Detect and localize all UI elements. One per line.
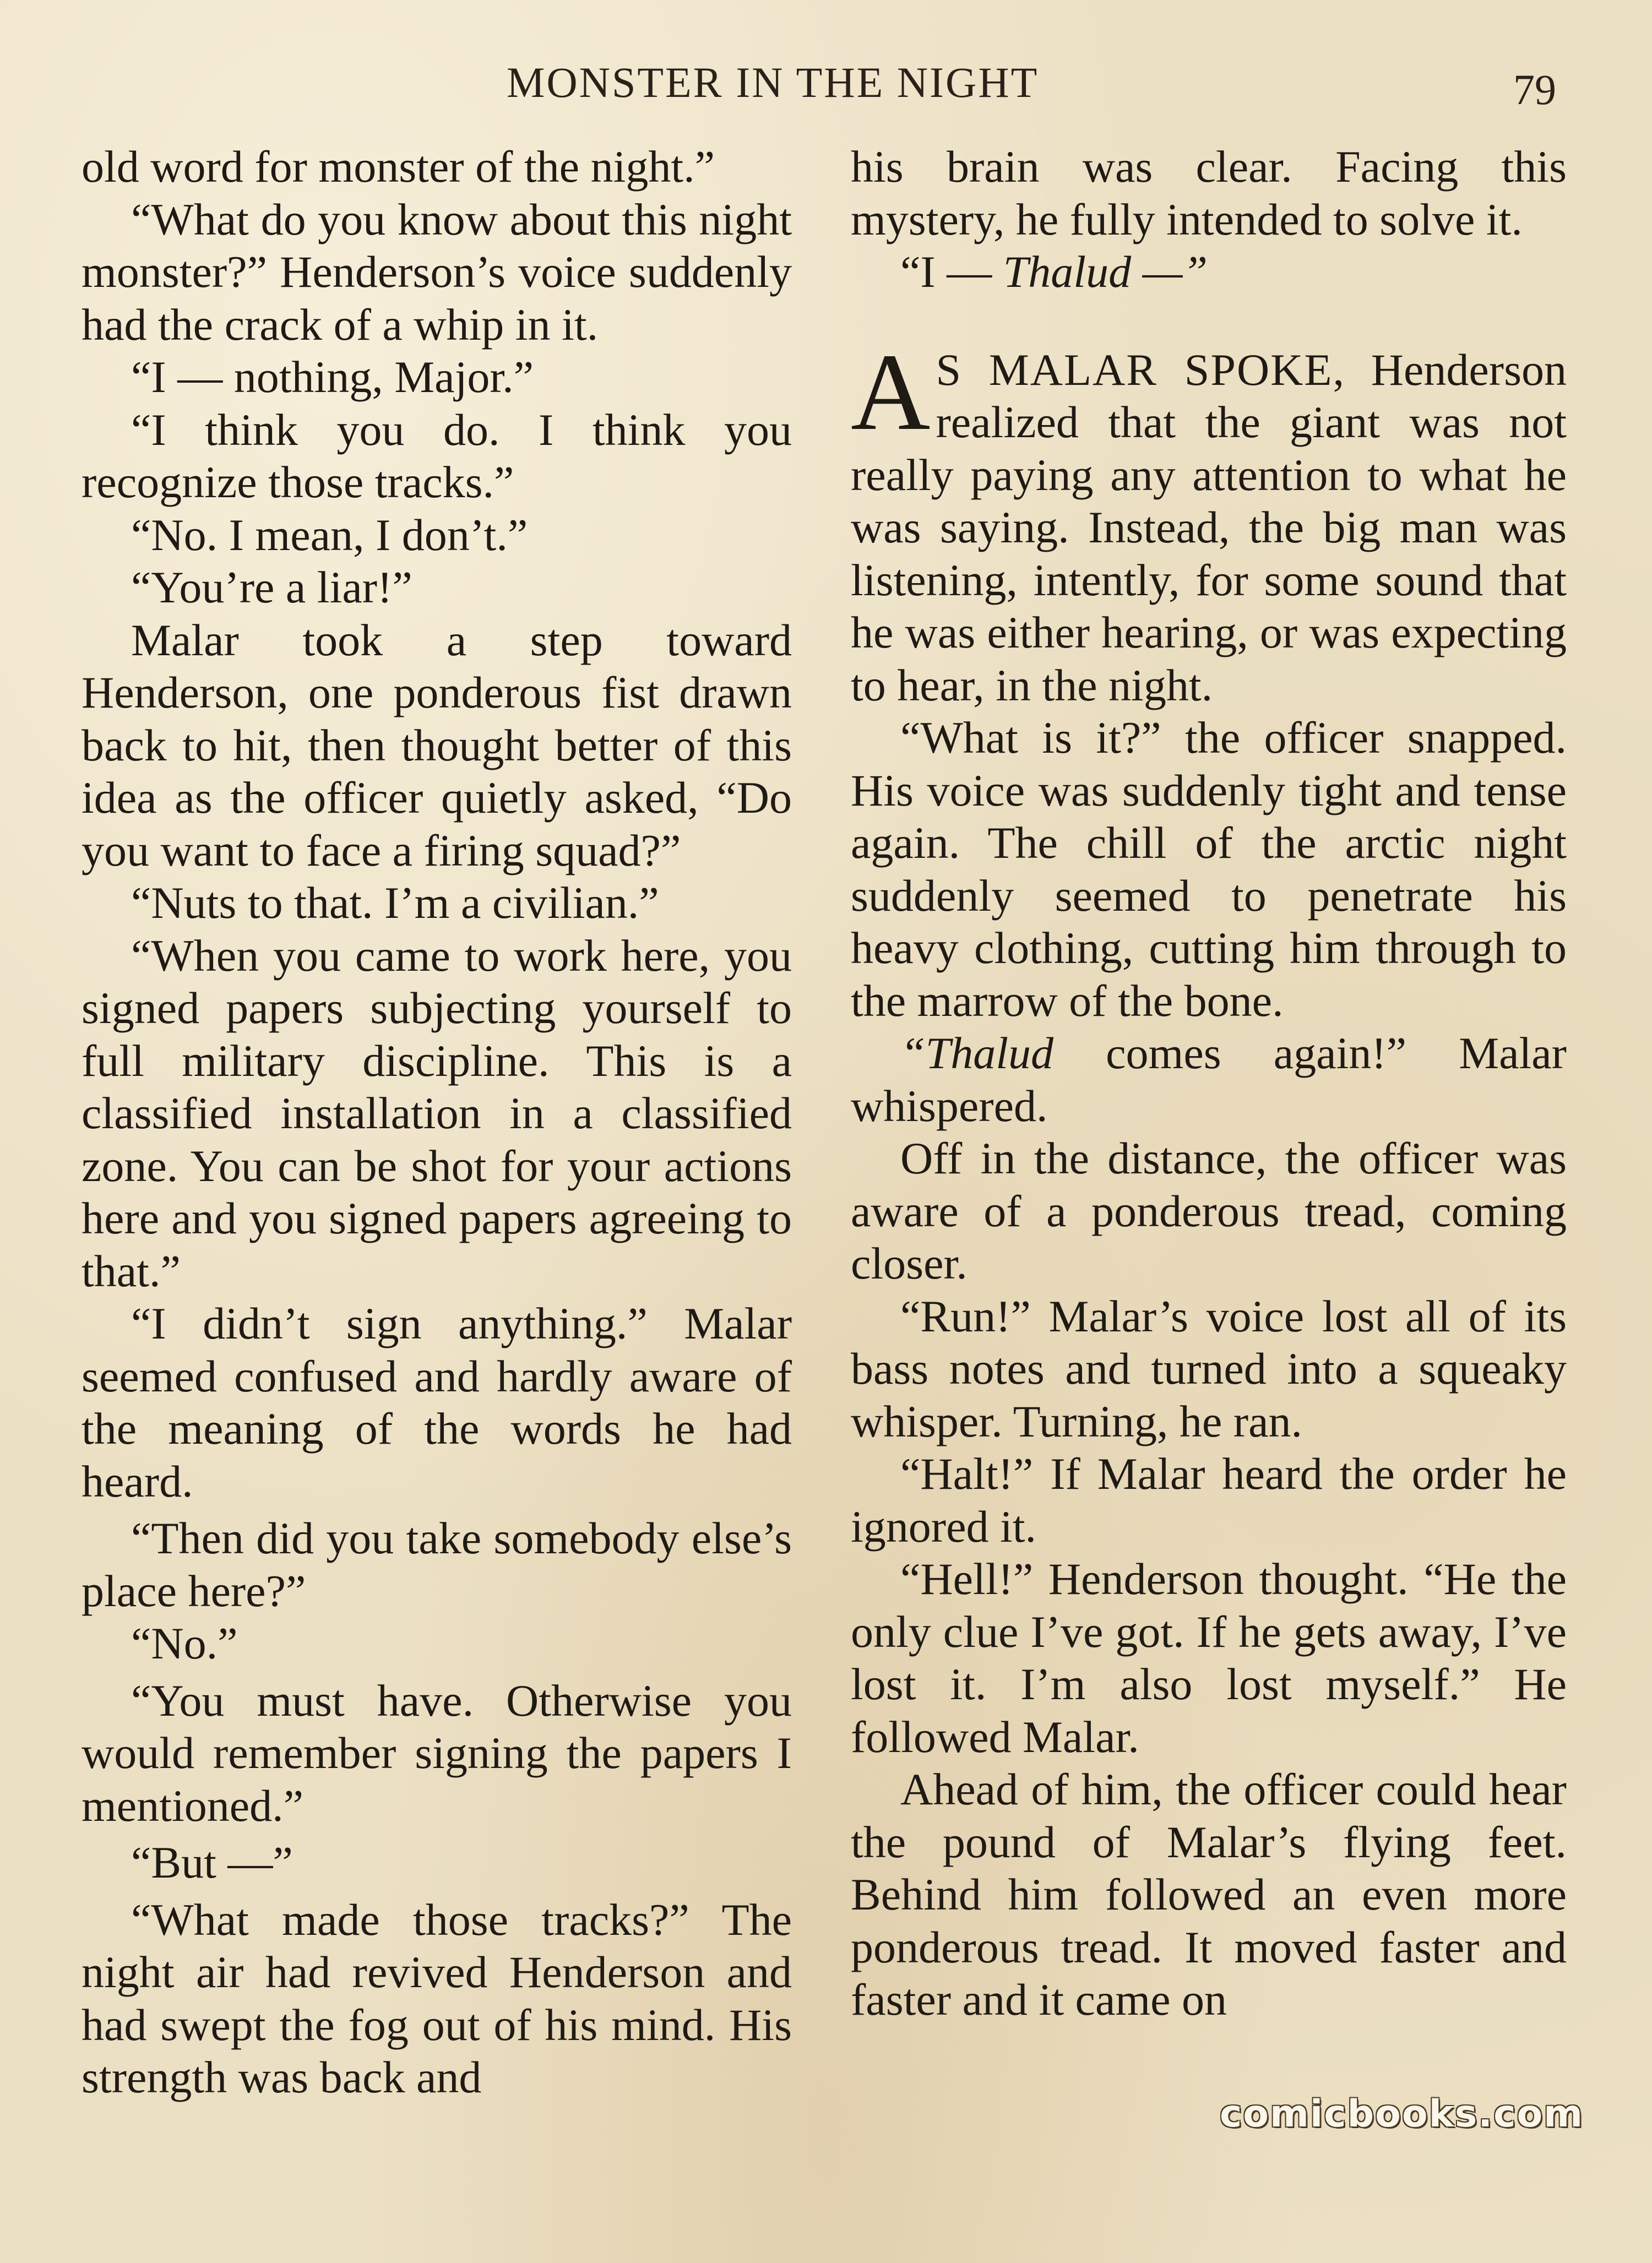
paragraph: “What do you know about this night monster?” Henderson’s voice suddenly had the crack of a whip in it.: [81, 194, 792, 350]
running-title: MONSTER IN THE NIGHT: [507, 58, 1039, 106]
paragraph: “What is it?” the officer snapped. His voice was suddenly tight and tense again. The chill of the arctic night suddenly seemed to penetrate his heavy clothing, cutting him through to the marrow of the bone.: [851, 712, 1567, 1026]
paragraph: Off in the distance, the officer was aware of a ponderous tread, coming closer.: [851, 1133, 1567, 1288]
paragraph: “Run!” Malar’s voice lost all of its bass notes and turned into a squeaky whisper. Turning, he ran.: [851, 1291, 1567, 1446]
paragraph: “I didn’t sign anything.” Malar seemed confused and hardly aware of the meaning of the words he had heard.: [81, 1298, 792, 1506]
section-opening-paragraph: [851, 331, 1567, 712]
paragraph: [851, 1027, 1567, 1132]
right-column: [851, 140, 1567, 2026]
paragraph: “You’re a liar!”: [131, 562, 412, 612]
italic-name: “Thalud: [900, 1028, 1053, 1078]
paragraph: “Then did you take somebody else’s place here?”: [81, 1513, 792, 1616]
paragraph-text: Henderson realized that the giant was not really paying any attention to what he was saying. Instead, the big man was listening, intently, for some sound that he was either hearing, or was expecting to hear, in the night.: [851, 344, 1567, 710]
dialogue-text: “I —: [900, 247, 1003, 297]
paragraph: his brain was clear. Facing this mystery, he fully intended to solve it.: [851, 142, 1567, 244]
paragraph: old word for monster of the night.”: [81, 142, 715, 192]
paragraph: “You must have. Otherwise you would remember signing the papers I mentioned.”: [81, 1675, 792, 1831]
paragraph: “I — nothing, Major.”: [131, 352, 534, 402]
paragraph: “No. I mean, I don’t.”: [131, 509, 528, 560]
paragraph: “But —”: [131, 1837, 293, 1887]
paragraph: [851, 246, 1567, 298]
small-caps-lead: S MALAR SPOKE,: [936, 344, 1345, 395]
paragraph: “Hell!” Henderson thought. “He the only clue I’ve got. If he gets away, I’ve lost it. I’m also lost myself.” He followed Malar.: [851, 1554, 1567, 1762]
paragraph: “Halt!” If Malar heard the order he ignored it.: [851, 1449, 1567, 1552]
drop-cap: A: [851, 331, 931, 453]
paragraph: “I think you do. I think you recognize those tracks.”: [81, 404, 792, 507]
left-column: [81, 140, 792, 2104]
italic-name: Thalud —”: [1003, 247, 1208, 297]
paragraph: “No.”: [131, 1618, 238, 1668]
paragraph: Malar took a step toward Henderson, one ponderous fist drawn back to hit, then thought better of this idea as the officer quietly asked, “Do you want to face a firing squad?”: [81, 614, 792, 875]
paragraph: “When you came to work here, you signed papers subjecting yourself to full military discipline. This is a classified installation in a classified zone. You can be shot for your actions here and you signed papers agreeing to that.”: [81, 930, 792, 1296]
paragraph-text: comes again!” Malar whispered.: [851, 1028, 1567, 1131]
site-watermark: comicbooks.com: [1220, 2092, 1584, 2136]
paragraph: Ahead of him, the officer could hear the pound of Malar’s flying feet. Behind him followed an even more ponderous tread. It moved faster and faster and it came on: [851, 1764, 1567, 2025]
paragraph: “Nuts to that. I’m a civilian.”: [131, 878, 659, 928]
page-number: 79: [1513, 66, 1556, 113]
paragraph: “What made those tracks?” The night air had revived Henderson and had swept the fog out of his mind. His strength was back and: [81, 1894, 792, 2102]
